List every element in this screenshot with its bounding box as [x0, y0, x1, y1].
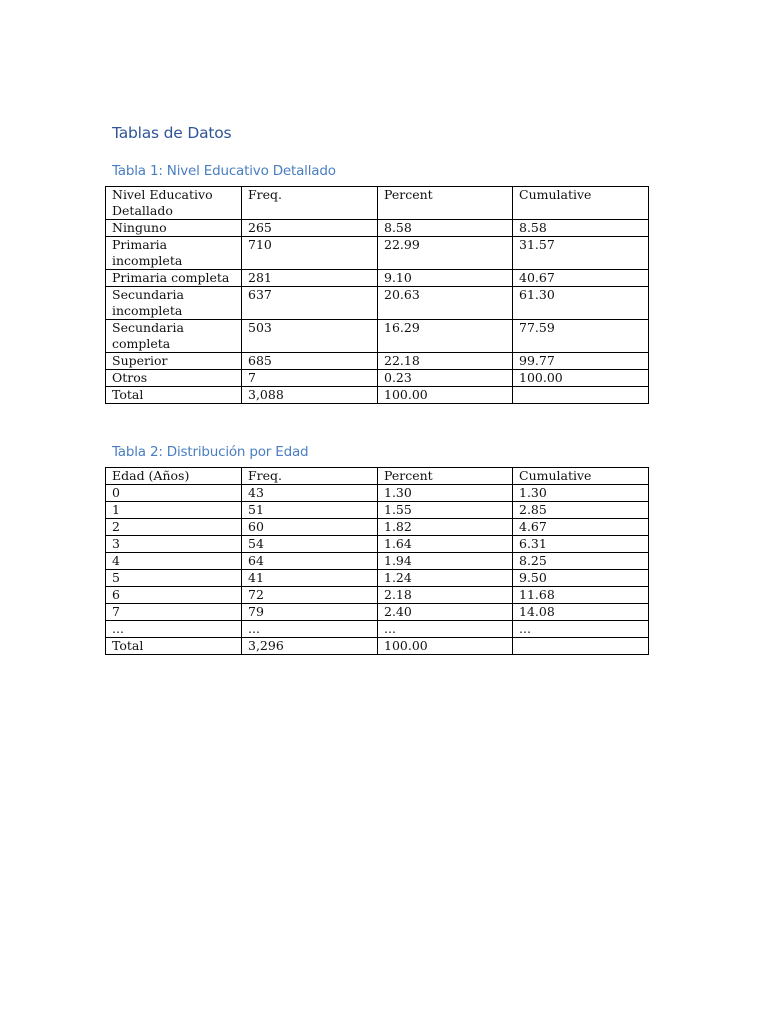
cell-freq: 41	[242, 570, 378, 587]
cell-label: Otros	[106, 370, 242, 387]
column-header-percent: Percent	[378, 468, 513, 485]
cell-label: Secundaria completa	[106, 320, 242, 353]
cell-cumulative: ...	[513, 621, 649, 638]
cell-percent: 9.10	[378, 270, 513, 287]
cell-freq: 685	[242, 353, 378, 370]
cell-label: Total	[106, 638, 242, 655]
table-row	[106, 370, 649, 387]
cell-cumulative: 40.67	[513, 270, 649, 287]
education-level-table	[105, 186, 649, 404]
column-header-freq: Freq.	[242, 187, 378, 220]
cell-label: Total	[106, 387, 242, 404]
table-row	[106, 621, 649, 638]
cell-freq: 7	[242, 370, 378, 387]
table-row	[106, 604, 649, 621]
column-header-level: Nivel Educativo Detallado	[106, 187, 242, 220]
table-row	[106, 320, 649, 353]
cell-percent: 1.24	[378, 570, 513, 587]
page-title: Tablas de Datos	[112, 124, 232, 142]
cell-cumulative: 2.85	[513, 502, 649, 519]
cell-cumulative: 8.25	[513, 553, 649, 570]
cell-freq: 281	[242, 270, 378, 287]
table-row	[106, 237, 649, 270]
cell-label: 2	[106, 519, 242, 536]
table-body	[106, 220, 649, 404]
cell-label: 1	[106, 502, 242, 519]
cell-cumulative: 61.30	[513, 287, 649, 320]
cell-cumulative: 6.31	[513, 536, 649, 553]
table1-heading: Tabla 1: Nivel Educativo Detallado	[112, 163, 336, 179]
cell-freq: 72	[242, 587, 378, 604]
cell-percent: 1.55	[378, 502, 513, 519]
table-body	[106, 485, 649, 655]
cell-cumulative: 11.68	[513, 587, 649, 604]
cell-percent: 1.94	[378, 553, 513, 570]
cell-percent: 20.63	[378, 287, 513, 320]
cell-freq: 3,088	[242, 387, 378, 404]
column-header-freq: Freq.	[242, 468, 378, 485]
cell-label: 6	[106, 587, 242, 604]
cell-cumulative: 77.59	[513, 320, 649, 353]
cell-label: 4	[106, 553, 242, 570]
cell-label: Primaria incompleta	[106, 237, 242, 270]
cell-label: Ninguno	[106, 220, 242, 237]
cell-label: 5	[106, 570, 242, 587]
cell-cumulative: 8.58	[513, 220, 649, 237]
cell-percent: 22.99	[378, 237, 513, 270]
cell-label: Secundaria incompleta	[106, 287, 242, 320]
table-header-row	[106, 468, 649, 485]
table-row	[106, 220, 649, 237]
cell-label: 3	[106, 536, 242, 553]
column-header-cumulative: Cumulative	[513, 187, 649, 220]
cell-cumulative: 1.30	[513, 485, 649, 502]
cell-freq: 60	[242, 519, 378, 536]
table-header-row	[106, 187, 649, 220]
cell-cumulative: 100.00	[513, 370, 649, 387]
cell-percent: 100.00	[378, 638, 513, 655]
cell-freq: 503	[242, 320, 378, 353]
cell-cumulative: 31.57	[513, 237, 649, 270]
cell-label: 0	[106, 485, 242, 502]
cell-label: Superior	[106, 353, 242, 370]
cell-percent: 1.64	[378, 536, 513, 553]
table-row	[106, 519, 649, 536]
cell-percent: 8.58	[378, 220, 513, 237]
cell-cumulative: 14.08	[513, 604, 649, 621]
table-row	[106, 502, 649, 519]
cell-freq: 3,296	[242, 638, 378, 655]
cell-cumulative: 9.50	[513, 570, 649, 587]
cell-percent: 16.29	[378, 320, 513, 353]
table-row	[106, 387, 649, 404]
table-row	[106, 287, 649, 320]
column-header-percent: Percent	[378, 187, 513, 220]
table-row	[106, 587, 649, 604]
cell-freq: 64	[242, 553, 378, 570]
cell-percent: 0.23	[378, 370, 513, 387]
table-row	[106, 570, 649, 587]
table-row	[106, 638, 649, 655]
cell-label: 7	[106, 604, 242, 621]
column-header-age: Edad (Años)	[106, 468, 242, 485]
cell-cumulative: 4.67	[513, 519, 649, 536]
table-row	[106, 485, 649, 502]
cell-freq: 265	[242, 220, 378, 237]
cell-percent: 1.82	[378, 519, 513, 536]
cell-percent: 2.40	[378, 604, 513, 621]
cell-percent: 100.00	[378, 387, 513, 404]
table-row	[106, 553, 649, 570]
cell-percent: 2.18	[378, 587, 513, 604]
cell-freq: 637	[242, 287, 378, 320]
cell-freq: 79	[242, 604, 378, 621]
cell-cumulative	[513, 638, 649, 655]
cell-cumulative	[513, 387, 649, 404]
table-row	[106, 270, 649, 287]
table-row	[106, 536, 649, 553]
cell-label: Primaria completa	[106, 270, 242, 287]
age-distribution-table	[105, 467, 649, 655]
cell-freq: 43	[242, 485, 378, 502]
cell-percent: 22.18	[378, 353, 513, 370]
table2-heading: Tabla 2: Distribución por Edad	[112, 444, 309, 460]
cell-cumulative: 99.77	[513, 353, 649, 370]
cell-freq: 54	[242, 536, 378, 553]
cell-percent: ...	[378, 621, 513, 638]
cell-percent: 1.30	[378, 485, 513, 502]
table-row	[106, 353, 649, 370]
cell-label: ...	[106, 621, 242, 638]
cell-freq: ...	[242, 621, 378, 638]
cell-freq: 710	[242, 237, 378, 270]
column-header-cumulative: Cumulative	[513, 468, 649, 485]
cell-freq: 51	[242, 502, 378, 519]
